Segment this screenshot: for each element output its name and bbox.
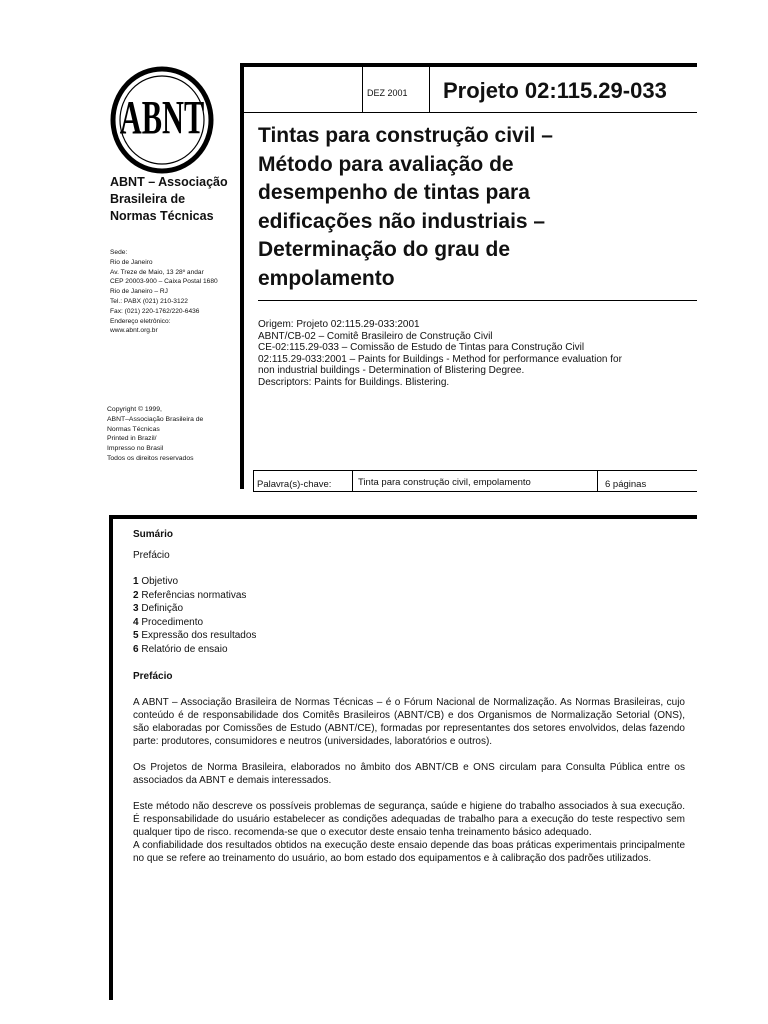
copyright-line: ABNT–Associação Brasileira de [107,415,204,423]
origin-line: 02:115.29-033:2001 – Paints for Buildings - Method for performance evaluation for [258,353,622,365]
origin-block [258,319,698,388]
summary-preface: Prefácio [133,550,170,561]
address-line: Rio de Janeiro – RJ [110,288,168,296]
title-divider [258,300,697,301]
origin-line: Descriptors: Paints for Buildings. Blistering. [258,376,450,388]
keywords-separator [352,470,353,491]
body-top-rule [109,515,697,519]
title-line: Determinação do grau de [258,238,511,261]
toc-item: 4 Procedimento [133,616,204,628]
origin-line: Origem: Projeto 02:115.29-033:2001 [258,319,420,330]
origin-line: CE-02:115.29-033 – Comissão de Estudo de Tintas para Construção Civil [258,342,585,353]
preface-paragraph: A confiabilidade dos resultados obtidos na execução deste ensaio depende das boas práticas experimentais principalmente no que se refere ao treinamento do usuário, ao bom estado dos equipamentos e à calibração dos padrões utilizados. [133,839,685,864]
origin-line: non industrial buildings - Determination of Blistering Degree. [258,365,525,376]
title-line: desempenho de tintas para [258,181,530,204]
project-number: Projeto 02:115.29-033 [443,78,667,103]
body-vertical-rule [109,515,113,1000]
address-line: Endereço eletrônico: [110,317,171,325]
keywords-label: Palavra(s)-chave: [257,479,332,490]
org-name-line: Normas Técnicas [110,209,214,223]
title-line: Método para avaliação de [258,152,514,176]
copyright-line: Normas Técnicas [107,425,160,433]
header-separator [429,67,430,112]
address-line: Sede: [110,249,128,256]
preface-paragraph: Os Projetos de Norma Brasileira, elaborados no âmbito dos ABNT/CB e ONS circulam para Consulta Pública entre os associados da ABNT e demais interessados. [133,761,685,786]
document-title [258,122,698,293]
table-of-contents [133,575,685,657]
document-body [133,528,685,865]
keywords-bottom-rule [253,491,697,492]
header-divider [243,112,697,113]
org-name-line: ABNT – Associação [110,175,228,189]
org-name-line: Brasileira de [110,192,186,206]
address-line: CEP 20003-900 – Caixa Postal 1680 [110,278,218,286]
copyright-line: Copyright © 1999, [107,406,162,413]
address-line: Av. Treze de Maio, 13 28º andar [110,268,204,276]
copyright-line: Todos os direitos reservados [107,454,194,462]
address-line: Fax: (021) 220-1762/220-6436 [110,307,200,315]
vertical-rule [240,63,244,489]
address-line: www.abnt.org.br [110,327,158,335]
keywords-value: Tinta para construção civil, empolamento [358,477,531,488]
organization-name [110,174,240,225]
toc-item: 3 Definição [133,603,184,615]
address-line: Tel.: PABX (021) 210-3122 [110,297,188,305]
origin-line: ABNT/CB-02 – Comitê Brasileiro de Construção Civil [258,330,493,342]
horizontal-rule [243,63,697,67]
toc-item: 5 Expressão dos resultados [133,630,257,642]
keywords-separator [597,470,598,491]
preface-paragraph: A ABNT – Associação Brasileira de Normas Técnicas – é o Fórum Nacional de Normalização. As Normas Brasileiras, cujo conteúdo é de responsabilidade dos Comitês Brasileiros (ABNT/CB) e dos Organismos de Normalização Setorial (ONS), são elaboradas por Comissões de Estudo (ABNT/CE), formadas por representantes dos setores envolvidos, delas fazendo parte: produtores, consumidores e neutros (universidades, laboratórios e outros). [133,696,685,747]
keywords-top-rule [253,470,697,471]
toc-item: 6 Relatório de ensaio [133,643,228,655]
title-line: empolamento [258,266,395,290]
preface-paragraph: Este método não descreve os possíveis problemas de segurança, saúde e higiene do trabalho associados à sua execução. É responsabilidade do usuário estabelecer as condições adequadas de trabalho para a execução do teste respectivo sem qualquer tipo de risco. recomenda-se que o executor deste ensaio tenha treinamento básico adequado. [133,800,685,838]
copyright-block [107,405,242,464]
toc-item: 2 Referências normativas [133,589,247,601]
copyright-line: Printed in Brazil/ [107,435,157,443]
address-line: Rio de Janeiro [110,258,153,266]
toc-item: 1 Objetivo [133,576,179,587]
preface-heading: Prefácio [133,670,173,682]
page-count: 6 páginas [605,479,647,490]
address-block [110,248,245,336]
document-date: DEZ 2001 [367,88,408,98]
title-line: Tintas para construção civil – [258,124,553,147]
summary-heading: Sumário [133,529,174,540]
abnt-logo [110,66,214,174]
logo-text: ABNT [119,90,205,145]
title-line: edificações não industriais – [258,209,546,233]
copyright-line: Impresso no Brasil [107,445,164,453]
header-separator [362,67,363,112]
keywords-separator [253,470,254,491]
